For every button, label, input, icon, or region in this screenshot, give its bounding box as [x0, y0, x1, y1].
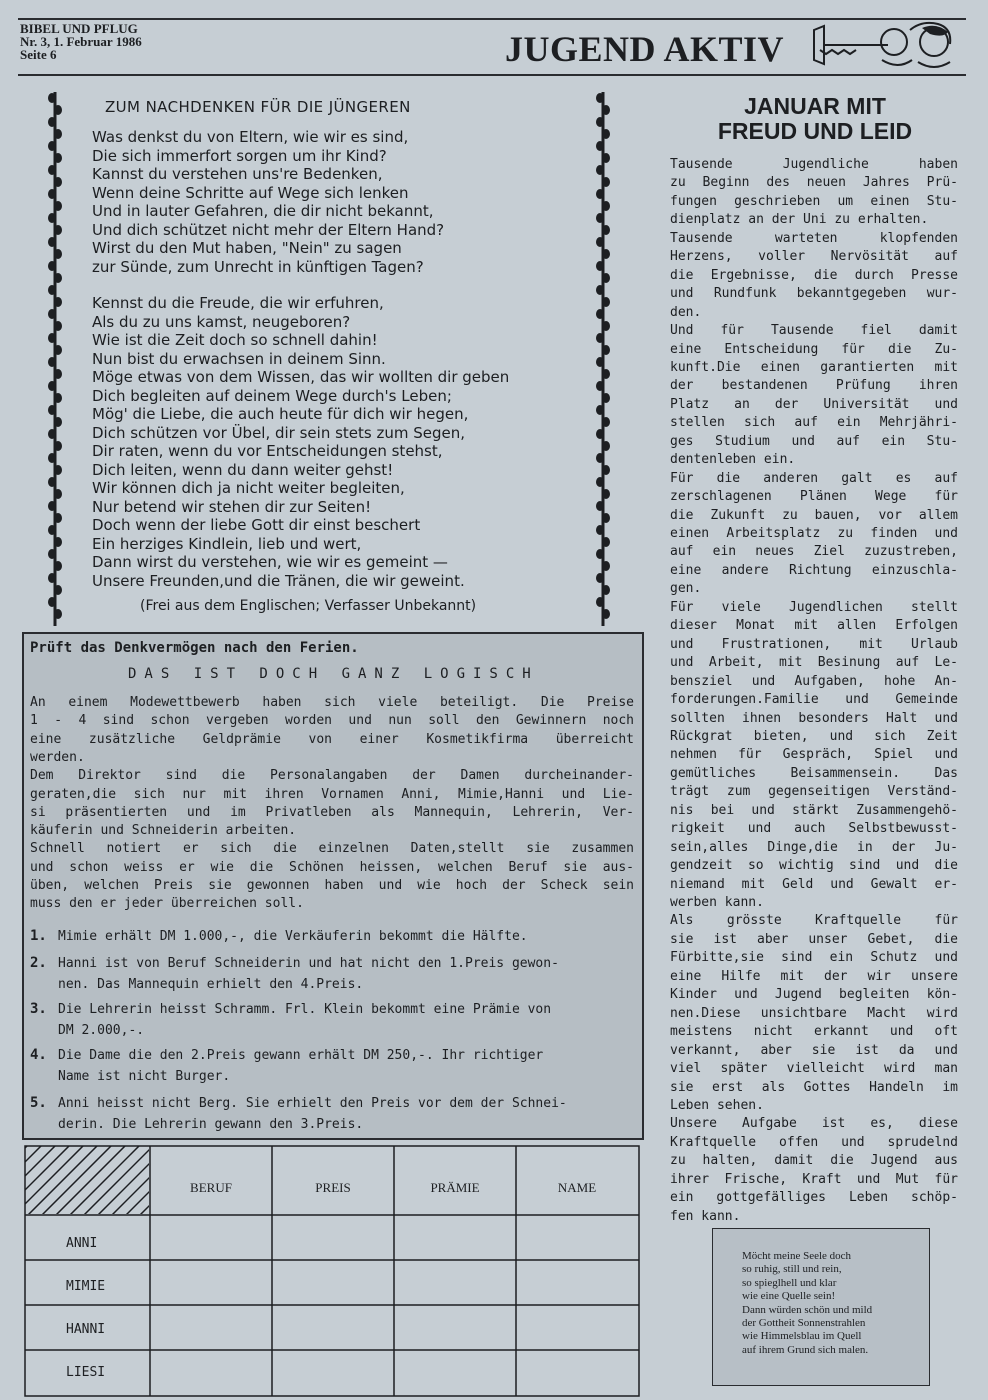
article-title-line-1: JANUAR MIT [744, 93, 886, 119]
article-line: dienplatz an der Uni zu erhalten. [670, 212, 929, 228]
puzzle-line: geraten,die sich nur mit ihren Vornamen Anni, Mimie,Hanni und Lie- [30, 786, 634, 802]
article-line: Platz an der Universität und [670, 396, 958, 412]
article-line: werben kann. [670, 895, 764, 910]
article-line: eine Hilfe mit der wir unsere [670, 968, 958, 984]
article-line: nis bei und stärkt Zusammengehö- [670, 802, 958, 818]
clue-line: Mimie erhält DM 1.000,-, die Verkäuferin bekommt die Hälfte. [58, 929, 528, 944]
article-line: Tausende Jugendliche haben [670, 157, 958, 172]
poem-line: Nur betend wir stehen dir zur Seiten! [92, 497, 372, 516]
grid-header-preis: PREIS [315, 1180, 351, 1195]
article-line: Herzens, voller Nervösität auf [670, 249, 958, 265]
clue-number: 2. [30, 955, 47, 971]
section-title: JUGEND AKTIV [505, 29, 785, 69]
article-line: dieser Monat mit allen Erfolgen [670, 618, 958, 634]
article-line: Fürbitte,sie sind ein Schutz und [670, 950, 958, 966]
article-line: und Arbeit, mit Besinung auf Le- [670, 655, 958, 671]
article-line: Und für Tausende fiel damit [670, 323, 958, 339]
article-line: fen kann. [670, 1208, 741, 1224]
clue-line: Hanni ist von Beruf Schneiderin und hat nicht den 1.Preis gewon- [58, 956, 559, 971]
quote-line: Dann würden schön und mild [742, 1303, 873, 1316]
article-line: kunft.Die einen garantierten mit [670, 359, 958, 375]
article-line: sie ist aber unser Gebet, die [670, 931, 958, 947]
puzzle-line: und schon weiss er wie die Schönen heissen, welchen Beruf sie aus- [30, 859, 634, 875]
poem-line: Dich begleiten auf deinem Wege durch's Leben; [92, 386, 452, 405]
clue-line: nen. Das Mannequin erhielt den 4.Preis. [58, 977, 364, 992]
article-line: nen.Diese unsichtbare Macht wird [670, 1005, 958, 1021]
puzzle-line: werden. [30, 749, 85, 765]
poem-source: (Frei aus dem Englischen; Verfasser Unbekannt) [140, 598, 477, 614]
article-line: stellen sich auf ein Mehrjähri- [670, 415, 958, 431]
puzzle-line: Schnell notiert er sich die einzelnen Daten,stellt sie zusammen [30, 841, 634, 857]
page-number: Seite 6 [20, 47, 57, 62]
article-line: Für die anderen galt es auf [670, 470, 958, 486]
clue-line: derin. Die Lehrerin gewann den 3.Preis. [58, 1117, 364, 1132]
poem-line: Wirst du den Mut haben, "Nein" zu sagen [92, 239, 402, 257]
poem-line: Dich leiten, wenn du dann weiter gehst! [92, 460, 394, 479]
article-line: viel später vielleicht wird man [670, 1061, 958, 1077]
poem-line: Kennst du die Freude, die wir erfuhren, [92, 294, 384, 312]
puzzle-line: 1 - 4 sind schon vergeben worden und nun soll den Gewinnern noch [30, 713, 634, 729]
poem-line: Und in lauter Gefahren, die dir nicht bekannt, [92, 202, 434, 220]
poem-line: zur Sünde, zum Unrecht in künftigen Tagen? [92, 257, 424, 276]
article-line: Kinder und Jugend begleiten kön- [670, 987, 958, 1003]
quote-line: Möcht meine Seele doch [742, 1250, 852, 1262]
clue-number: 3. [30, 1001, 47, 1017]
poem-line: Als du zu uns kamst, neugeboren? [92, 312, 351, 331]
quote-line: so ruhig, still und rein, [742, 1263, 842, 1276]
decorative-vine-border-right-icon [596, 92, 610, 626]
article-line: Für viele Jugendlichen stellt [670, 599, 958, 615]
clue-line: DM 2.000,-. [58, 1023, 145, 1038]
poem-line: Unsere Freunden,und die Tränen, die wir geweint. [92, 571, 465, 590]
clue-line: Anni heisst nicht Berg. Sie erhielt den Preis vor dem der Schnei- [58, 1096, 567, 1111]
poem-line: Mög' die Liebe, die auch heute für dich wir hegen, [92, 405, 469, 423]
poem-line: Wie ist die Zeit doch so schnell dahin! [92, 331, 378, 349]
article-line: und Rundfunk bekanntgegeben wur- [670, 286, 958, 302]
article-line: Unsere Aufgabe ist es, diese [670, 1116, 958, 1132]
clue-number: 4. [30, 1047, 47, 1063]
article-line: gendzeit so wichtig sind und die [670, 858, 958, 874]
puzzle-line: käuferin und Schneiderin arbeiten. [30, 823, 297, 839]
poem-line: Wir können dich ja nicht weiter begleiten, [92, 479, 405, 497]
grid-row-mimie: MIMIE [66, 1279, 106, 1294]
article-line: und Frustrationen, mit Urlaub [670, 636, 958, 652]
grid-row-anni: ANNI [66, 1236, 98, 1251]
poem-line: Dir raten, wenn du vor Entscheidungen stehst, [92, 442, 443, 460]
publication-name: BIBEL UND PFLUG [20, 21, 138, 36]
clue-line: Die Lehrerin heisst Schramm. Frl. Klein bekommt eine Prämie von [58, 1002, 552, 1017]
article-line: einen Arbeitsplatz zu finden und [670, 526, 958, 541]
poem-line: Doch wenn der liebe Gott dir einst beschert [92, 516, 421, 534]
poem-line: Was denkst du von Eltern, wie wir es sind, [92, 128, 409, 146]
issue-date: Nr. 3, 1. Februar 1986 [20, 34, 142, 49]
grid-header-beruf: BERUF [190, 1180, 232, 1195]
article-line: die Ergebnisse, die durch Presse [670, 267, 958, 283]
article-line: Tausende warteten klopfenden [670, 230, 958, 246]
quote-line: wie eine Quelle sein! [742, 1290, 836, 1303]
clue-line: Name ist nicht Burger. [58, 1069, 231, 1084]
article-line: dentenleben ein. [670, 452, 796, 468]
quote-line: auf ihrem Grund sich malen. [742, 1343, 869, 1356]
poem-line: Und dich schützet nicht mehr der Eltern Hand? [92, 220, 445, 239]
article-line: ges Studium und auf ein Stu- [670, 433, 958, 449]
article-line: sie erst als Gottes Handeln im [670, 1079, 958, 1095]
poem-line: Möge etwas von dem Wissen, das wir wollten dir geben [92, 368, 510, 386]
quote-line: der Gottheit Sonnenstrahlen [742, 1317, 866, 1329]
article-line: Als grösste Kraftquelle für [670, 913, 958, 929]
poem-line: Kannst du verstehen uns're Bedenken, [92, 165, 383, 183]
article-line: Rückgrat bieten, und sich Zeit [670, 728, 958, 744]
grid-header-name: NAME [557, 1180, 597, 1195]
poem-line: Die sich immerfort sorgen um ihr Kind? [92, 146, 387, 165]
trumpet-players-illustration-icon [810, 20, 960, 74]
puzzle-intro: Prüft das Denkvermögen nach den Ferien. [30, 640, 359, 656]
article-line: sollten ihnen besonders Halt und [670, 710, 958, 726]
article-line: verkannt, aber sie ist da und [670, 1042, 958, 1058]
clue-number: 1. [30, 928, 47, 944]
masthead-info [20, 22, 142, 61]
article-line: gen. [670, 581, 702, 597]
article-line: den. [670, 304, 702, 320]
article-line: Leben sehen. [670, 1097, 764, 1113]
puzzle-title: DAS IST DOCH GANZ LOGISCH [128, 666, 539, 682]
poem-line: Dich schützen vor Übel, dir sein stets zum Segen, [92, 423, 466, 442]
quote-line: so spieglhell und klar [742, 1276, 837, 1289]
article-line: die Zukunft zu bauen, vor allem [670, 507, 958, 523]
quote-line: wie Himmelsblau im Quell [742, 1330, 862, 1343]
article-line: zerschlagenen Plänen Wege für [670, 489, 958, 505]
article-line: forderungen.Familie und Gemeinde [670, 692, 958, 708]
article-line: bensziel und Aufgaben, hohe An- [670, 673, 958, 689]
poem-line: Ein herziges Kindlein, lieb und wert, [92, 534, 362, 553]
article-line: zu Beginn des neuen Jahres Prü- [670, 175, 958, 191]
article-line: ein gottgefälliges Leben schöp- [670, 1190, 958, 1206]
article-line: ihrer Frische, Kraft und Mut für [670, 1171, 958, 1187]
poem-line: Nun bist du erwachsen in deinem Sinn. [92, 349, 386, 368]
article-line: der bestandenen Prüfung ihren [670, 378, 958, 394]
article-line: fungen geschrieben um einen Stu- [670, 193, 958, 209]
clue-number: 5. [30, 1095, 47, 1111]
article-line: sein,alles Dinge,die in der Ju- [670, 839, 958, 855]
article-title [660, 94, 970, 144]
grid-header-praemie: PRÄMIE [430, 1180, 480, 1195]
poem-line: Dann wirst du verstehen, wie wir es gemeint — [92, 553, 448, 571]
puzzle-line: muss den er jeder überreichen soll. [30, 896, 304, 912]
decorative-vine-border-left-icon [48, 92, 62, 626]
article-line: nehmen für Gespräch, Spiel und [670, 747, 958, 763]
article-line: Kraftquelle offen und sprudelnd [670, 1134, 958, 1150]
article-line: rigkeit und auch Selbstbewusst- [670, 821, 958, 837]
article-line: auf ein neues Ziel zuzustreben, [670, 544, 958, 560]
article-line: zu halten, damit die Jugend aus [670, 1153, 958, 1169]
grid-row-hanni: HANNI [66, 1322, 106, 1337]
puzzle-line: üben, welchen Preis sie gewonnen haben und wie hoch der Scheck sein [30, 878, 634, 893]
poem-title: ZUM NACHDENKEN FÜR DIE JÜNGEREN [105, 98, 411, 116]
article-line: gemütliches Beisammensein. Das [670, 765, 958, 781]
masthead-bottom-rule [18, 74, 966, 76]
article-line: eine Entscheidung für die Zu- [670, 341, 958, 357]
article-line: eine andere Richtung einzuschla- [670, 562, 958, 578]
article-line: meistens nicht erkannt und oft [670, 1024, 958, 1040]
puzzle-line: si präsentierten und im Privatleben als Mannequin, Lehrerin, Ver- [30, 804, 634, 820]
puzzle-line: eine zusätzliche Geldprämie von einer Kosmetikfirma überreicht [30, 731, 634, 747]
article-title-line-2: FREUD UND LEID [717, 118, 913, 144]
article-line: trägt zum gegenseitigen Verständ- [670, 784, 958, 800]
poem-line: Wenn deine Schritte auf Wege sich lenken [92, 183, 409, 202]
puzzle-line: An einem Modewettbewerb haben sich viele beteiligt. Die Preise [30, 695, 634, 710]
puzzle-line: Dem Direktor sind die Personalangaben der Damen durcheinander- [30, 768, 634, 784]
grid-row-liesi: LIESI [66, 1365, 106, 1380]
clue-line: Die Dame die den 2.Preis gewann erhält DM 250,-. Ihr richtiger [58, 1048, 544, 1063]
article-line: niemand mit Geld und Gewalt er- [670, 876, 958, 892]
